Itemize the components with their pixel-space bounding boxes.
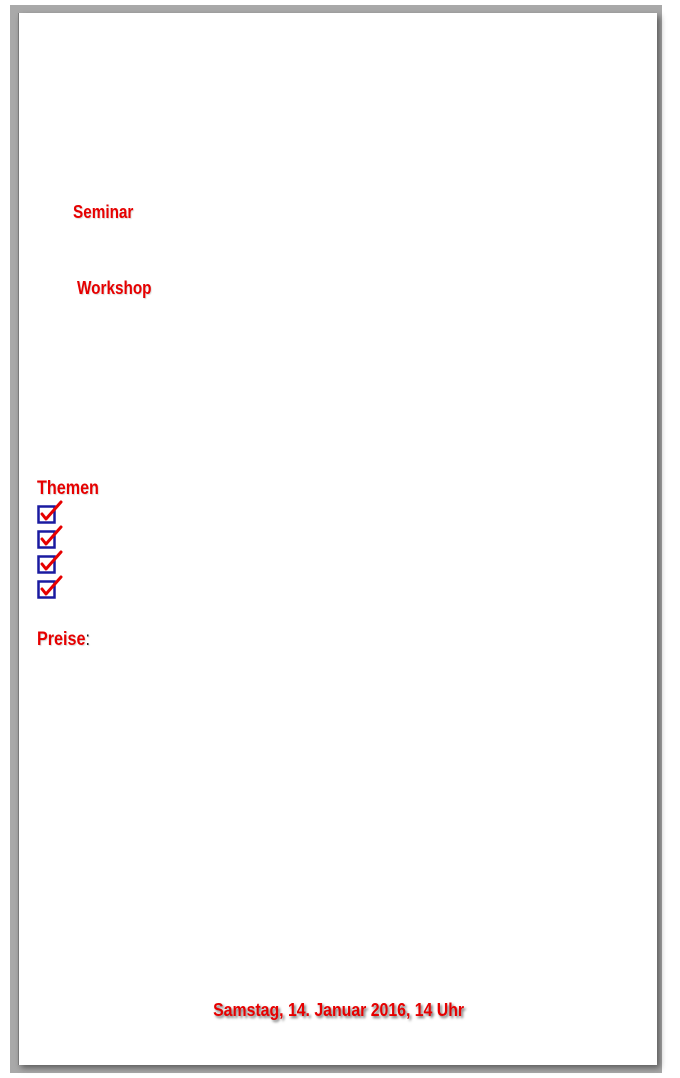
preise-colon: : [85,629,90,650]
document-page [18,13,657,1065]
themen-heading: Themen [37,478,99,499]
checkbox-checked-icon [37,575,65,599]
checklist-item [37,575,65,599]
page-frame [10,5,662,1073]
workshop-heading: Workshop [77,278,152,298]
preise-heading [37,629,90,651]
checklist-item [37,500,65,524]
event-date [19,1000,659,1021]
checkbox-checked-icon [37,550,65,574]
event-date-text: Samstag, 14. Januar 2016, 14 Uhr [213,1000,465,1020]
checklist-item [37,525,65,549]
checkbox-checked-icon [37,500,65,524]
checkbox-checked-icon [37,525,65,549]
topic-checklist [37,500,77,600]
checklist-item [37,550,65,574]
seminar-heading: Seminar [73,202,134,222]
preise-label: Preise [37,629,86,650]
